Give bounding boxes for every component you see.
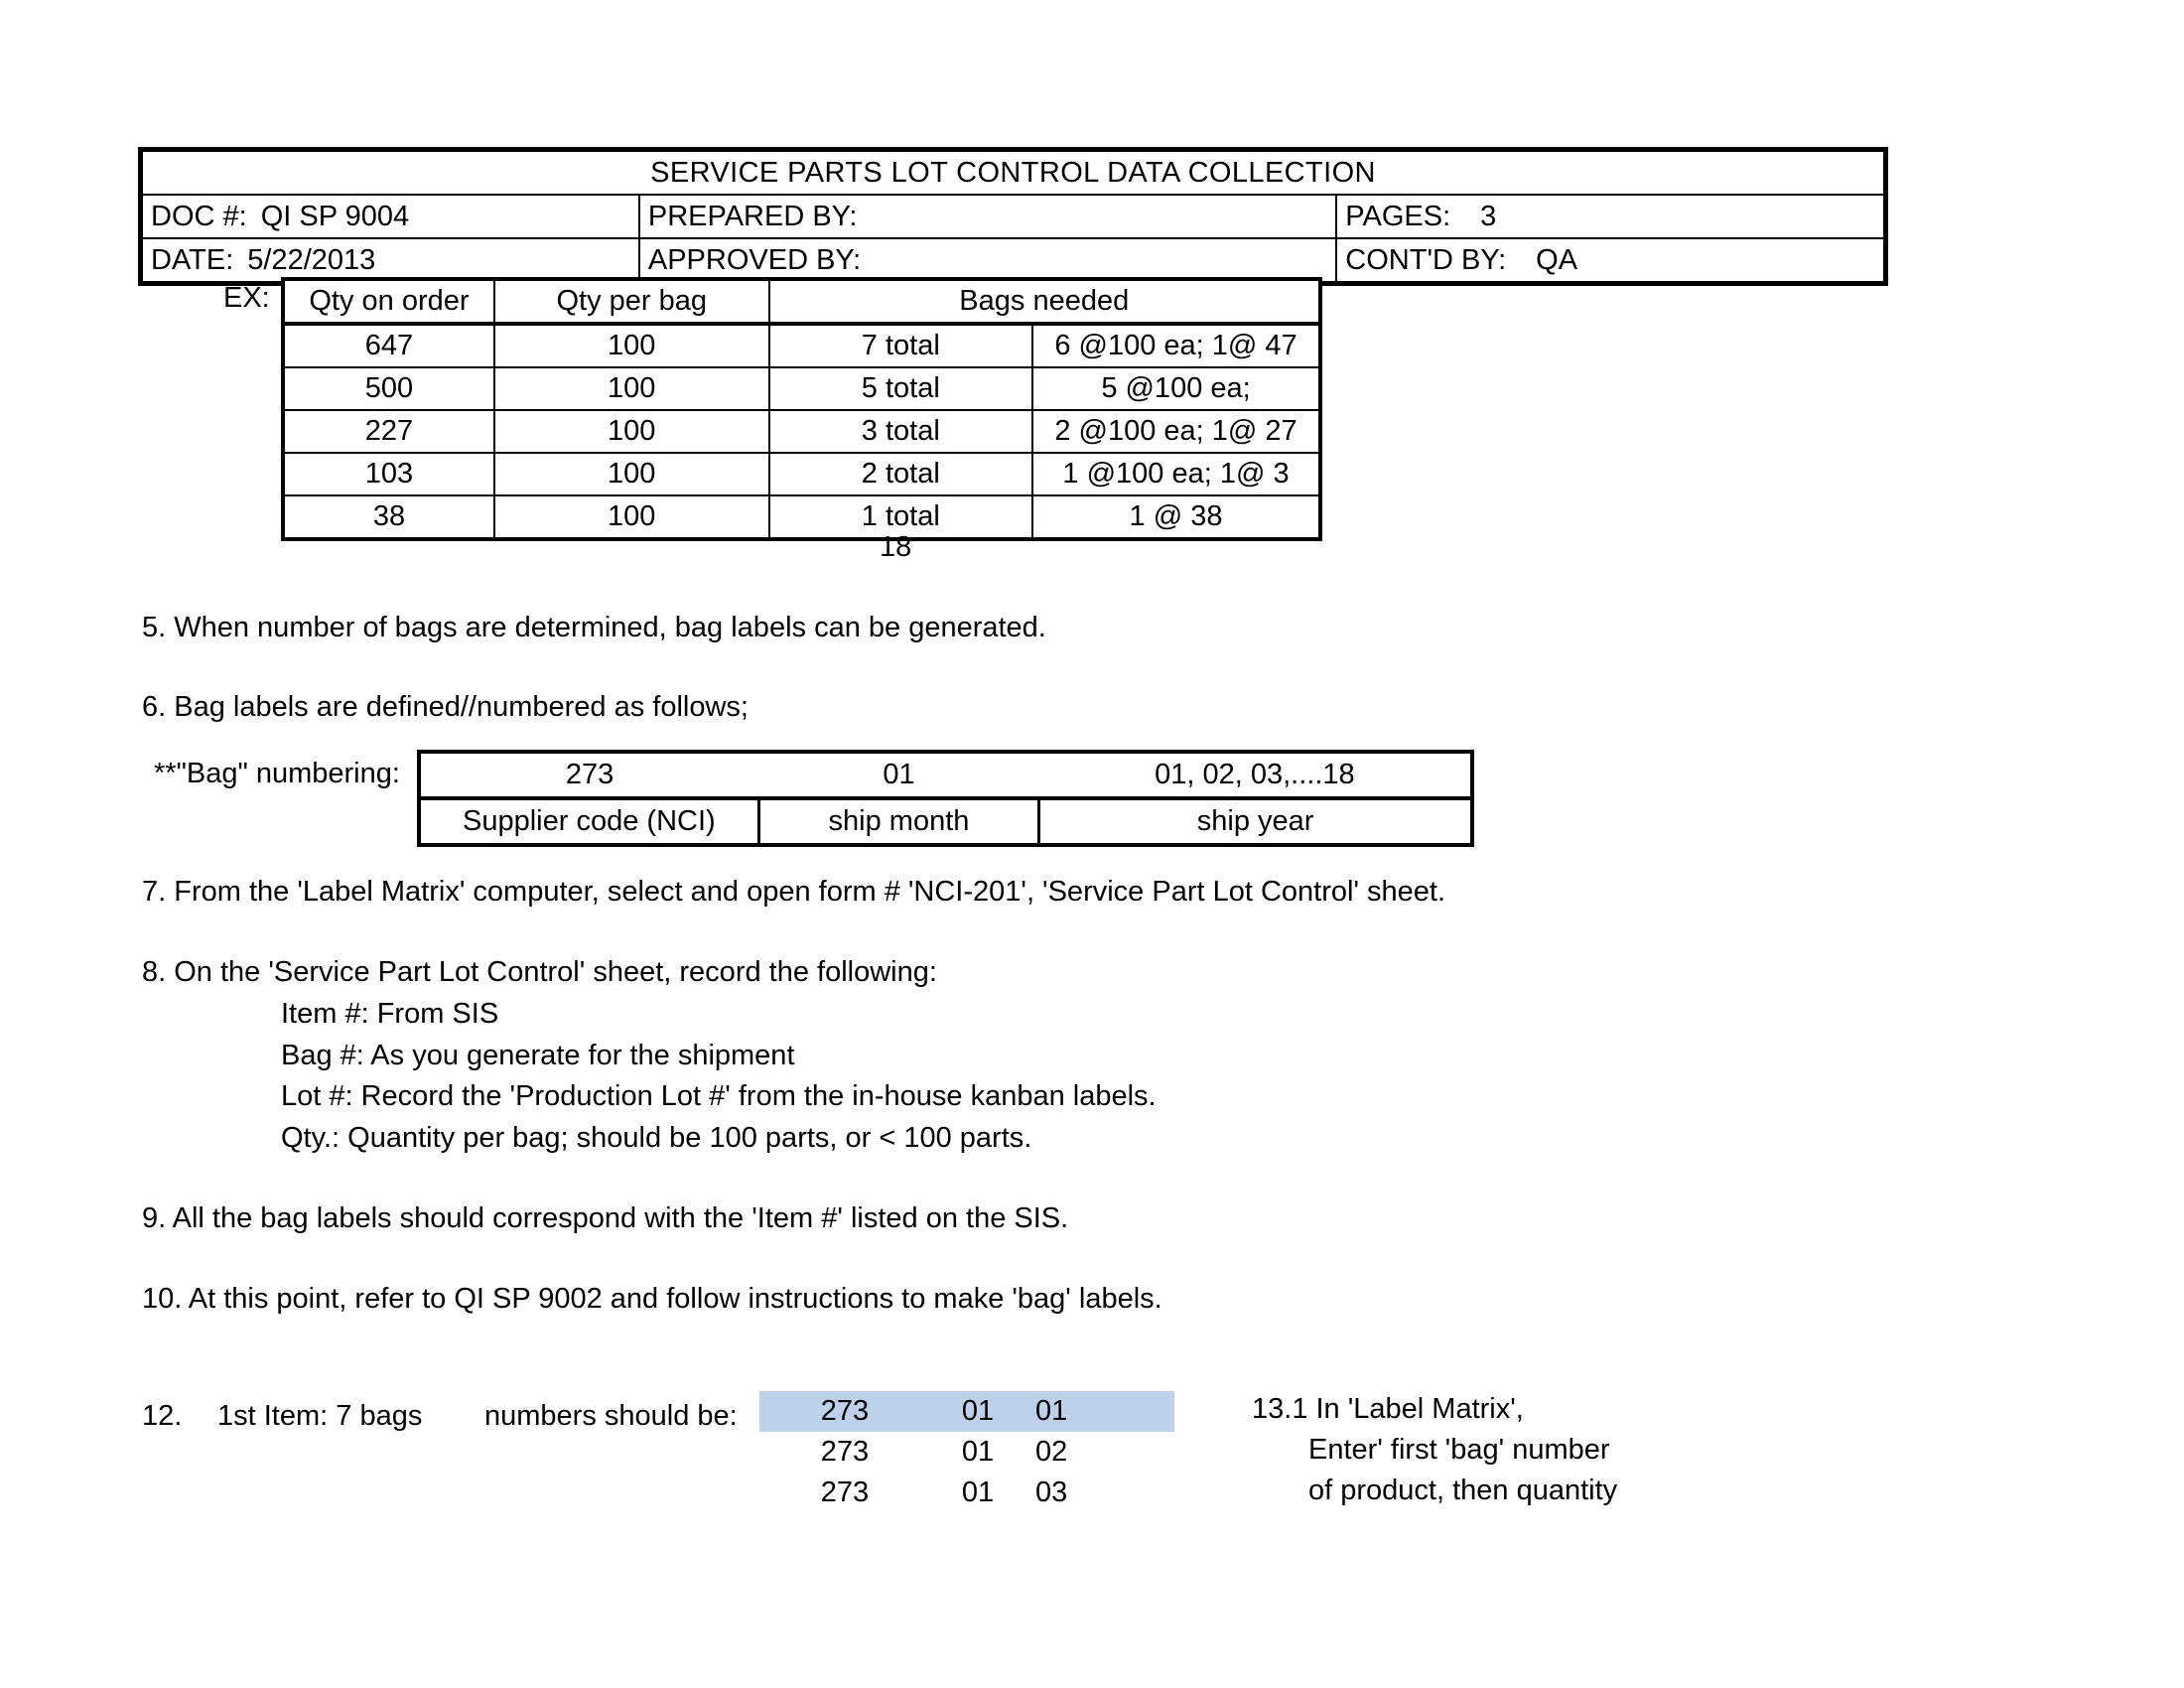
document-title: SERVICE PARTS LOT CONTROL DATA COLLECTION [141,150,1886,196]
cell-qty-on-order: 500 [283,367,494,410]
step-12-text: 1st Item: 7 bags [217,1400,423,1432]
date-value: 5/22/2013 [247,243,376,276]
bag-number-supplier: 273 [820,1395,870,1427]
document-header-table [138,147,1888,286]
cell-qty-per-bag: 100 [494,410,769,453]
bag-number-month: 01 [961,1436,995,1468]
example-quantity-table [281,277,1322,541]
cell-ship-year-value: 01, 02, 03,....18 [1039,752,1472,798]
prepared-by-cell [639,195,1336,238]
contd-by-value: QA [1536,243,1578,276]
step-12-prompt: numbers should be: [484,1400,738,1432]
doc-number-value: QI SP 9004 [260,200,410,232]
bag-number-month: 01 [961,1477,995,1508]
doc-number-cell [141,195,639,238]
bag-number-list [759,1391,1174,1513]
bag-numbering-values-row [419,752,1472,798]
step-8-bag-line: Bag #: As you generate for the shipment [281,1040,795,1071]
pages-cell [1336,195,1885,238]
cell-bags-breakdown: 1 @ 38 [1032,495,1320,539]
bag-number-sequence: 02 [1035,1436,1068,1468]
cell-qty-on-order: 647 [283,324,494,367]
cell-qty-on-order: 103 [283,453,494,495]
cell-qty-per-bag: 100 [494,495,769,539]
column-header-qty-per-bag: Qty per bag [494,279,769,324]
step-13-1-line-2: Enter' first 'bag' number [1308,1434,1610,1466]
step-7-text: 7. From the 'Label Matrix' computer, select and open form # 'NCI-201', 'Service Part Lot Control' sheet. [142,876,1446,908]
step-13-1-block [1252,1395,1617,1517]
cell-bags-breakdown: 6 @100 ea; 1@ 47 [1032,324,1320,367]
prepared-by-label: PREPARED BY: [647,200,858,232]
cell-qty-per-bag: 100 [494,367,769,410]
cell-qty-on-order: 38 [283,495,494,539]
header-title-row [141,150,1886,196]
cell-ship-month-label: ship month [758,798,1039,845]
cell-supplier-code-value: 273 [419,752,758,798]
table-row [283,453,1320,495]
cell-bags-total: 3 total [769,410,1032,453]
bag-numbering-label: **"Bag" numbering: [154,758,400,789]
cell-qty-per-bag: 100 [494,324,769,367]
cell-bags-breakdown: 1 @100 ea; 1@ 3 [1032,453,1320,495]
pages-value: 3 [1480,200,1497,232]
column-header-bags-needed: Bags needed [769,279,1320,324]
table-row [283,367,1320,410]
table-row [283,410,1320,453]
step-8-lot-line: Lot #: Record the 'Production Lot #' from the in-house kanban labels. [281,1080,1157,1112]
cell-qty-per-bag: 100 [494,453,769,495]
step-13-1-line-3: of product, then quantity [1308,1475,1618,1506]
column-header-qty-on-order: Qty on order [283,279,494,324]
cell-supplier-code-label: Supplier code (NCI) [419,798,758,845]
header-row-doc [141,195,1886,238]
step-13-1-line-1: 13.1 In 'Label Matrix', [1252,1393,1524,1425]
step-5-text: 5. When number of bags are determined, bag labels can be generated. [142,612,1046,643]
bag-number-supplier: 273 [820,1477,870,1508]
example-label: EX: [223,282,270,314]
bag-number-supplier: 273 [820,1436,870,1468]
date-label: DATE: [151,243,234,276]
cell-ship-month-value: 01 [758,752,1039,798]
bag-number-sequence: 01 [1035,1395,1068,1427]
cell-ship-year-label: ship year [1039,798,1472,845]
table-row [283,495,1320,539]
step-6-text: 6. Bag labels are defined//numbered as follows; [142,691,749,723]
cell-qty-on-order: 227 [283,410,494,453]
step-12-number: 12. [142,1400,183,1432]
table-row [283,324,1320,367]
cell-bags-breakdown: 2 @100 ea; 1@ 27 [1032,410,1320,453]
cell-bags-total: 7 total [769,324,1032,367]
step-8-item-line: Item #: From SIS [281,998,499,1030]
bag-numbering-table [417,750,1474,847]
bag-number-month: 01 [961,1395,995,1427]
doc-number-label: DOC #: [151,200,247,232]
table-header-row [283,279,1320,324]
bag-number-row [759,1432,1174,1473]
step-9-text: 9. All the bag labels should correspond with the 'Item #' listed on the SIS. [142,1202,1069,1234]
contd-by-cell [1336,238,1885,284]
cell-bags-total: 2 total [769,453,1032,495]
cell-bags-total: 5 total [769,367,1032,410]
step-8-qty-line: Qty.: Quantity per bag; should be 100 parts, or < 100 parts. [281,1122,1032,1154]
step-10-text: 10. At this point, refer to QI SP 9002 and follow instructions to make 'bag' labels. [142,1283,1162,1315]
cell-bags-breakdown: 5 @100 ea; [1032,367,1320,410]
contd-by-label: CONT'D BY: [1345,243,1507,276]
bag-number-row-highlighted [759,1391,1174,1432]
approved-by-label: APPROVED BY: [647,243,862,276]
pages-label: PAGES: [1345,200,1451,232]
bags-needed-sum: 18 [880,531,912,563]
step-8-text: 8. On the 'Service Part Lot Control' sheet, record the following: [142,956,937,988]
bag-numbering-labels-row [419,798,1472,845]
cell-bags-total: 1 total [769,495,1032,539]
bag-number-row [759,1473,1174,1513]
bag-number-sequence: 03 [1035,1477,1068,1508]
